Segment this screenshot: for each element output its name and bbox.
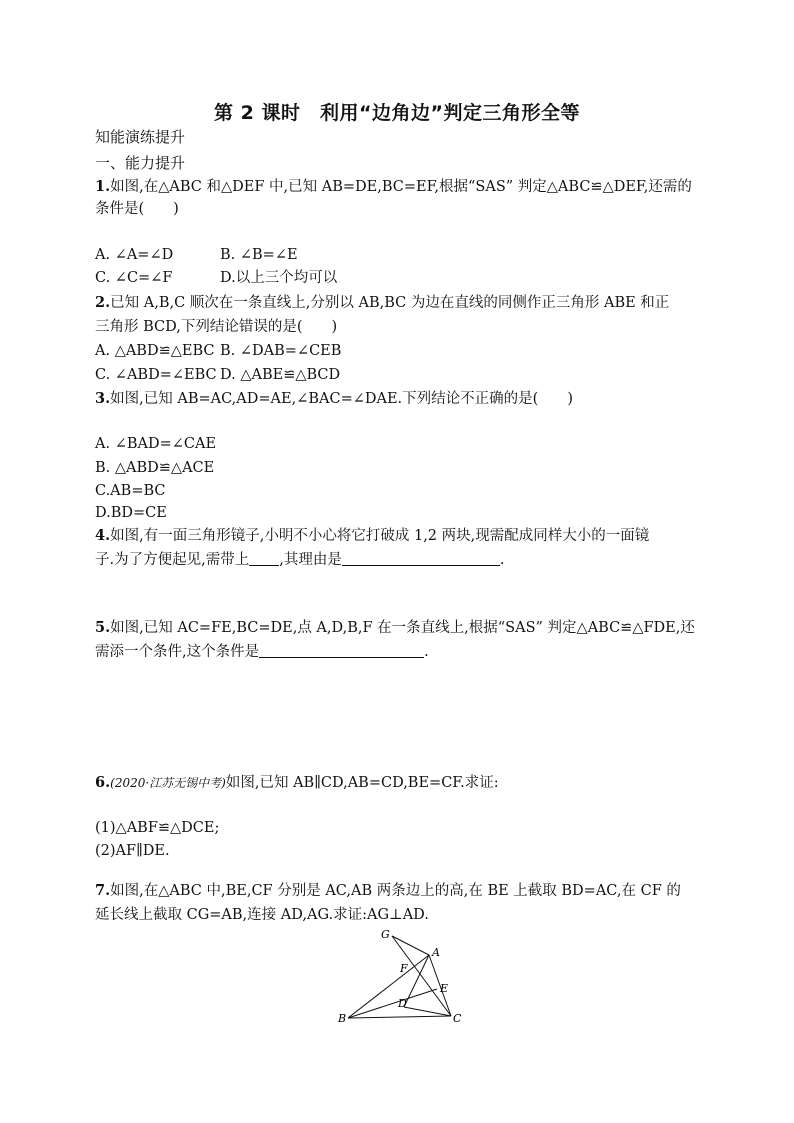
- question-2-number: 2.: [95, 294, 111, 311]
- question-1-text: 如图,在△ABC 和△DEF 中,已知 AB=DE,BC=EF,根据“SAS” 判定△ABC≌△DEF,还需的: [110, 179, 692, 195]
- question-6-line1: [95, 772, 499, 794]
- label-f: F: [400, 962, 408, 975]
- question-2-line2: 三角形 BCD,下列结论错误的是( ): [95, 319, 338, 335]
- label-b: B: [338, 1012, 347, 1025]
- question-1-option-d: D.以上三个均可以: [220, 270, 338, 286]
- page-title: 第 2 课时 利用“边角边”判定三角形全等: [214, 102, 580, 124]
- question-2-option-d: D. △ABE≌△BCD: [220, 367, 341, 383]
- question-2-text: 已知 A,B,C 顺次在一条直线上,分别以 AB,BC 为边在直线的同侧作正三角形 ABE 和正: [110, 295, 670, 311]
- label-d: D: [398, 997, 407, 1010]
- question-4-text-c: .: [499, 552, 505, 568]
- question-1-line2: 条件是( ): [95, 201, 179, 217]
- segment-dc: [404, 1007, 451, 1016]
- question-5-line1: [95, 617, 695, 639]
- label-c: C: [453, 1012, 462, 1025]
- question-4-text-b: ,其理由是: [279, 552, 342, 568]
- question-6-number: 6.: [95, 774, 111, 791]
- label-g: G: [381, 928, 390, 941]
- question-4-blank-1[interactable]: [249, 551, 279, 566]
- question-2-options-row1: [95, 340, 342, 362]
- segment-bc: [348, 1016, 451, 1018]
- question-5-number: 5.: [95, 619, 111, 636]
- question-6-part-2: (2)AF∥DE.: [95, 843, 170, 859]
- question-4-line2: [95, 549, 504, 571]
- question-5-blank[interactable]: [259, 643, 424, 658]
- question-3-option-c: C.AB=BC: [95, 483, 166, 499]
- question-2-option-a: A. △ABD≌△EBC: [95, 343, 215, 359]
- question-2-option-c: C. ∠ABD=∠EBC: [95, 367, 217, 383]
- question-3-option-a: A. ∠BAD=∠CAE: [95, 436, 217, 452]
- question-6-text: 如图,已知 AB∥CD,AB=CD,BE=CF.求证:: [225, 775, 499, 791]
- segment-ga: [392, 936, 429, 955]
- label-e: E: [440, 982, 449, 995]
- section-heading-ability: 一、能力提升: [95, 154, 186, 172]
- question-3-number: 3.: [95, 390, 111, 407]
- question-6-source: (2020·江苏无锡中考): [110, 776, 226, 790]
- question-2-line1: [95, 292, 669, 314]
- question-1-number: 1.: [95, 178, 111, 195]
- question-7-line2: 延长线上截取 CG=AB,连接 AD,AG.求证:AG⊥AD.: [95, 907, 429, 923]
- question-6-part-1: (1)△ABF≌△DCE;: [95, 820, 220, 836]
- question-1-line1: [95, 176, 692, 198]
- question-3-option-d: D.BD=CE: [95, 505, 167, 521]
- label-a: A: [432, 946, 440, 959]
- question-1-option-b: B. ∠B=∠E: [220, 247, 298, 263]
- question-2-options-row2: [95, 364, 341, 386]
- question-7-text: 如图,在△ABC 中,BE,CF 分别是 AC,AB 两条边上的高,在 BE 上截取 BD=AC,在 CF 的: [110, 883, 681, 899]
- question-7-line1: [95, 880, 681, 902]
- section-heading-practice: 知能演练提升: [95, 128, 186, 146]
- question-3-line1: [95, 388, 573, 410]
- question-5-text-a: 需添一个条件,这个条件是: [95, 644, 260, 660]
- segment-ba: [348, 955, 429, 1018]
- question-1-option-a: A. ∠A=∠D: [95, 247, 174, 263]
- question-7-figure: [330, 922, 470, 1026]
- question-7-number: 7.: [95, 882, 111, 899]
- question-1-option-c: C. ∠C=∠F: [95, 270, 173, 286]
- segment-be: [348, 989, 437, 1018]
- question-4-number: 4.: [95, 527, 111, 544]
- question-3-text: 如图,已知 AB=AC,AD=AE,∠BAC=∠DAE.下列结论不正确的是( ): [110, 391, 573, 407]
- question-4-blank-2[interactable]: [342, 551, 500, 566]
- question-1-options-row1: [95, 244, 298, 266]
- question-5-text: 如图,已知 AC=FE,BC=DE,点 A,D,B,F 在一条直线上,根据“SAS” 判定△ABC≌△FDE,还: [110, 620, 695, 636]
- question-4-text: 如图,有一面三角形镜子,小明不小心将它打破成 1,2 两块,现需配成同样大小的一面镜: [110, 528, 650, 544]
- question-2-option-b: B. ∠DAB=∠CEB: [220, 343, 342, 359]
- question-4-text-a: 子.为了方便起见,需带上: [95, 552, 250, 568]
- question-3-option-b: B. △ABD≌△ACE: [95, 460, 215, 476]
- question-4-line1: [95, 525, 649, 547]
- question-1-options-row2: [95, 267, 338, 289]
- question-5-line2: [95, 641, 429, 663]
- question-5-text-b: .: [424, 644, 429, 660]
